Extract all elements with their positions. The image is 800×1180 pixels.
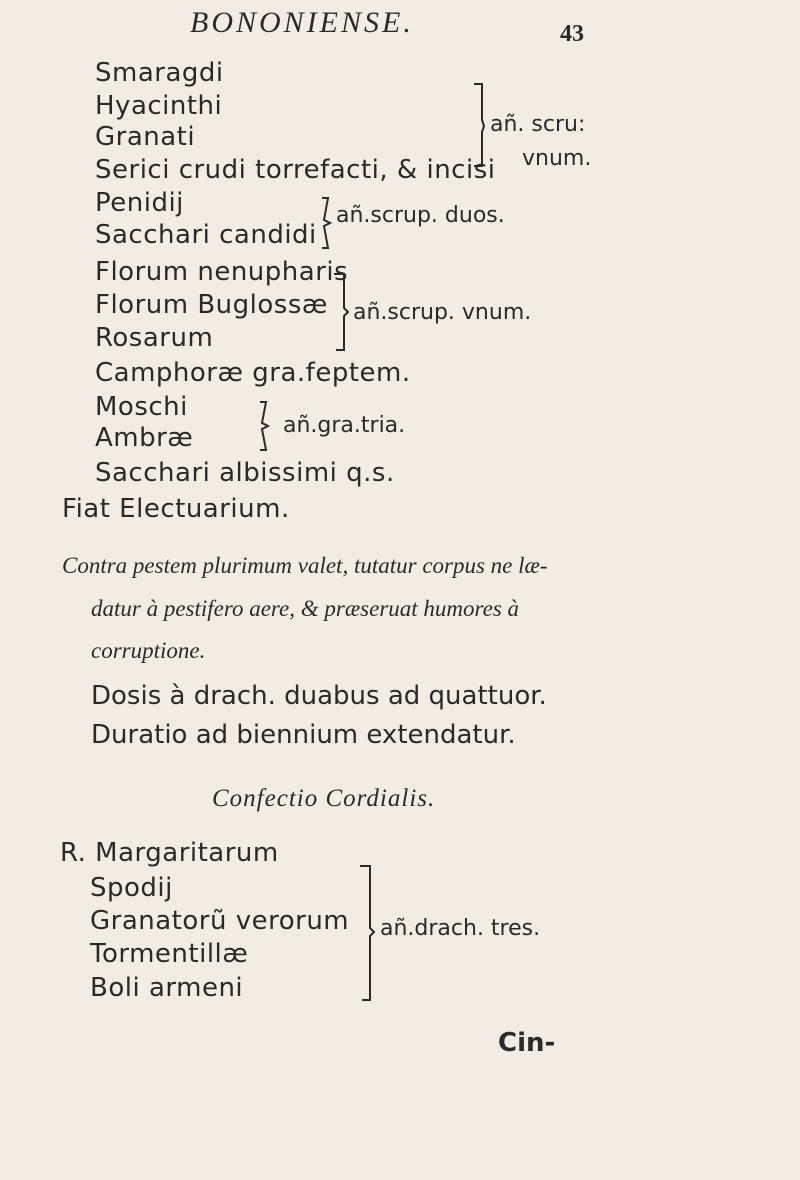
amount-text: añ.drach. tres.: [380, 916, 541, 941]
ingredient-line: Granatorũ verorum: [90, 906, 350, 936]
ingredient-line: Rosarum: [95, 323, 214, 353]
ingredient-line: Granati: [95, 122, 196, 152]
ingredient-line: Sacchari albissimi q.s.: [95, 458, 395, 488]
running-title: BONONIENSE.: [190, 6, 414, 39]
catchword: Cin-: [498, 1028, 556, 1058]
ingredient-line: Penidij: [95, 188, 184, 218]
ingredient-line: R. Margaritarum: [60, 838, 279, 868]
ingredient-line: Spodij: [90, 873, 173, 903]
italic-note-line: Contra pestem plurimum valet, tutatur corpus ne læ-: [62, 553, 548, 578]
closing-line: Fiat Electuarium.: [62, 494, 290, 524]
brace-group-5: [356, 862, 378, 1006]
section-title: Confectio Cordialis.: [212, 785, 436, 812]
ingredient-line: Florum nenupharis: [95, 257, 349, 287]
italic-note-line: corruptione.: [91, 638, 206, 663]
duration-line: Duratio ad biennium extendatur.: [91, 720, 516, 750]
ingredient-line: Camphoræ gra.feptem.: [95, 358, 411, 388]
ingredient-line: Moschi: [95, 392, 188, 422]
ingredient-line: Smaragdi: [95, 58, 224, 88]
ingredient-line: Boli armeni: [90, 973, 244, 1003]
italic-note-line: datur à pestifero aere, & præseruat humores à: [91, 596, 520, 621]
amount-text: añ.scrup. duos.: [336, 203, 505, 228]
amount-text: añ. scru:: [490, 112, 586, 137]
ingredient-line: Ambræ: [95, 423, 194, 453]
brace-group-1: [470, 80, 488, 172]
ingredient-line: Hyacinthi: [95, 91, 223, 121]
dosage-line: Dosis à drach. duabus ad quattuor.: [91, 681, 547, 711]
amount-text: añ.scrup. vnum.: [353, 300, 532, 325]
brace-group-4: [256, 398, 270, 454]
ingredient-line: Florum Buglossæ: [95, 290, 328, 320]
amount-text: vnum.: [522, 146, 592, 171]
ingredient-line: Sacchari candidi: [95, 220, 317, 250]
ingredient-line: Tormentillæ: [90, 939, 249, 969]
brace-group-3: [330, 270, 352, 356]
amount-text: añ.gra.tria.: [283, 413, 406, 438]
ingredient-line: Serici crudi torrefacti, & incisi: [95, 155, 496, 185]
brace-group-2: [318, 194, 332, 252]
page-number: 43: [560, 21, 584, 47]
